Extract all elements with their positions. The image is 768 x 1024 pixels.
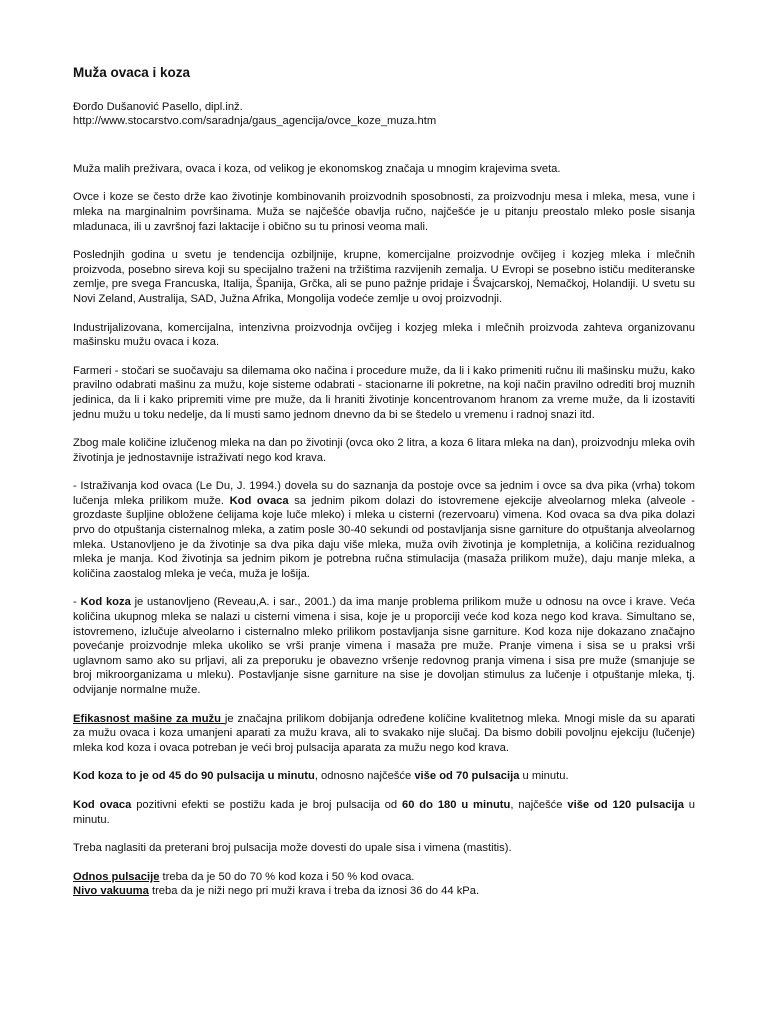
paragraph-goat-pulsation bbox=[73, 769, 695, 784]
document-page bbox=[73, 66, 695, 913]
sheep-research-text-a: - Istraživanja kod ovaca (Le Du, J. 1994.) dovela su do saznanja da postoje ovce sa jednim i ovce sa dva pika (vrha) tokom lučenja mleka prilikom muže. bbox=[73, 480, 695, 507]
paragraph-pulsation-ratio bbox=[73, 870, 695, 885]
paragraph-intro: Muža malih preživara, ovaca i koza, od velikog je ekonomskog značaja u mnogim krajevima sveta. bbox=[73, 162, 561, 175]
sheep-pulsation-bold-2: 60 do 180 u minutu bbox=[402, 798, 511, 811]
vacuum-level-text: treba da je niži nego pri muži krava i treba da iznosi 36 do 44 kPa. bbox=[148, 885, 480, 898]
paragraph-vacuum-level bbox=[73, 884, 695, 899]
paragraph-sheep-research bbox=[73, 479, 695, 581]
document-title: Muža ovaca i koza bbox=[73, 65, 191, 80]
pulsation-ratio-text: treba da je 50 do 70 % kod koza i 50 % kod ovaca. bbox=[159, 870, 415, 883]
paragraph-commercial-trend: Poslednjih godina u svetu je tendencija ozbiljnije, krupne, komercijalne proizvodnje ovčijeg i kozjeg mleka i mlečnih proizvoda, posebno sireva koji su specijalno traženi na tržištima razvijenih zemalja. U Evropi se posebno ističu mediteranske zemlje, pre svega Francuska, Italija, Španija, Grčka, ali se puno pažnje pridaje i Švajcarskoj, Nemačkoj, Holandiji. U svetu su Novi Zeland, Australija, SAD, Južna Afrika, Mongolija vodeće zemlje u ovoj proizvodnji. bbox=[73, 249, 695, 305]
goat-pulsation-text-b: , odnosno najčešće bbox=[314, 770, 415, 783]
sheep-pulsation-bold: Kod ovaca bbox=[73, 798, 132, 811]
goat-pulsation-bold-2: više od 70 pulsacija bbox=[414, 770, 520, 783]
source-url: http://www.stocarstvo.com/saradnja/gaus_agencija/ovce_koze_muza.htm bbox=[73, 115, 437, 128]
paragraph-milk-quantity: Zbog male količine izlučenog mleka na dan po životinji (ovca oko 2 litra, a koza 6 litara mleka na dan), proizvodnju mleka ovih životinja je jednostavnije istraživati nego kod krava. bbox=[73, 437, 695, 464]
sheep-pulsation-bold-3: više od 120 pulsacija bbox=[567, 798, 684, 811]
paragraph-mastitis: Treba naglasiti da preterani broj pulsacija može dovesti do upale sisa i vimena (mastitis). bbox=[73, 842, 512, 855]
sheep-pulsation-text-f: u minutu. bbox=[73, 798, 696, 826]
sheep-research-text-c: sa jednim pikom dolazi do istovremene ejekcije alveolarnog mleka (alveole - grozdaste šupljine obložene ćelijama koje luče mleko) i mleka u cisterni (rezervoaru) vimena. Kod ovaca sa dva pika dolazi prvo do otpuštanja cisternalnog mleka, a zatim posle 30-40 sekundi od postavljanja sisne garniture do otpuštanja alveolarnog mleka. Ustanovljeno je da životinje sa dva pika daju više mleka, muža ovih životinja je kompletnija, a količina rezidualnog mleka je manja. Kod životinja sa jednim pikom je potrebna ručna stimulacija (masaža prilikom muže), daju manje mleka, a količina zaostalog mleka je veća, muža je lošija. bbox=[73, 494, 695, 580]
vacuum-level-heading: Nivo vakuuma bbox=[73, 885, 149, 898]
author-line: Đorđo Dušanović Pasello, dipl.inž. bbox=[73, 100, 243, 113]
goat-research-text-a: - bbox=[73, 596, 81, 609]
sheep-pulsation-text-b: pozitivni efekti se postižu kada je broj pulsacija od bbox=[131, 798, 402, 811]
pulsation-ratio-heading: Odnos pulsacije bbox=[73, 870, 160, 883]
machine-efficiency-heading: Efikasnost mašine za mužu bbox=[73, 712, 225, 725]
document-meta bbox=[73, 100, 695, 129]
goat-research-bold: Kod koza bbox=[80, 596, 131, 609]
goat-pulsation-text-d: u minutu. bbox=[519, 770, 569, 783]
machine-efficiency-text: je značajna prilikom dobijanja određene količine kvalitetnog mleka. Mnogi misle da su aparati za mužu ovaca i koza umanjeni aparati za mužu krava, ali to svakako nije slučaj. Da bismo dobili povoljnu ejekciju (lučenje) mleka kod koza i ovaca potreban je veći broj pulsacija aparata za mužu nego kod krava. bbox=[73, 712, 696, 754]
paragraph-industrial: Industrijalizovana, komercijalna, intenzivna proizvodnja ovčijeg i kozjeg mleka i mlečnih proizvoda zahteva organizovanu mašinsku mužu ovaca i koza. bbox=[73, 321, 695, 349]
paragraph-goat-research bbox=[73, 595, 695, 697]
goat-research-text-c: je ustanovljeno (Reveau,A. i sar., 2001.) da ima manje problema prilikom muže u odnosu na ovce i krave. Veća količina ukupnog mleka se nalazi u cisterni vimena i sisa, koje je u proporciji veće kod koza nego kod krava. Simultano se, istovremeno, izlučuje alveolarno i cisternalno mleko prilikom postavljanja sisne garniture. Kod koza nije dokazano značajno povećanje proizvodnje mleka ukoliko se vrši pranje vimena i masaža pre muže. Pranje vimena i sisa se u praksi vrši uglavnom samo ako su prljavi, ali za preporuku je obavezno vršenje redovnog pranja vimena i sisa pre muže (smanjuje se broj mikroorganizama u mleku). Postavljanje sisne garniture na sise je dovoljan stimulus za lučenje i otpuštanje mleka, tj. odvijanje normalne muže. bbox=[73, 596, 695, 696]
paragraph-machine-efficiency bbox=[73, 712, 695, 756]
paragraph-combined-production: Ovce i koze se često drže kao životinje kombinovanih proizvodnih sposobnosti, za proizvodnju mesa i mleka, mesa, vune i mleka na marginalnim površinama. Muža se najčešće obavlja ručno, najčešće je u pitanju preostalo mleko posle sisanja mladunaca, ili u završnoj fazi laktacije i obično su tu prinosi veoma mali. bbox=[73, 191, 695, 233]
goat-pulsation-bold: Kod koza to je od 45 do 90 pulsacija u minutu bbox=[73, 770, 315, 783]
paragraph-sheep-pulsation bbox=[73, 798, 695, 827]
sheep-pulsation-text-d: , najčešće bbox=[510, 798, 568, 811]
paragraph-farmer-dilemmas: Farmeri - stočari se suočavaju sa dilemama oko načina i procedure muže, da li i kako primeniti ručnu ili mašinsku mužu, kako pravilno odabrati mašinu za mužu, koje sisteme odabrati - stacionarne ili pokretne, na koji način pravilno odrediti broj muznih jedinica, da li i kako pripremiti vime pre muže, da li hraniti životinje koncentrovanom hranom za vreme muže, da li izostaviti jednu mužu u toku nedelje, da li musti samo jednom dnevno da bi se štedelo u vremenu i radnoj snazi itd. bbox=[73, 364, 695, 421]
sheep-research-bold: Kod ovaca bbox=[229, 494, 289, 507]
